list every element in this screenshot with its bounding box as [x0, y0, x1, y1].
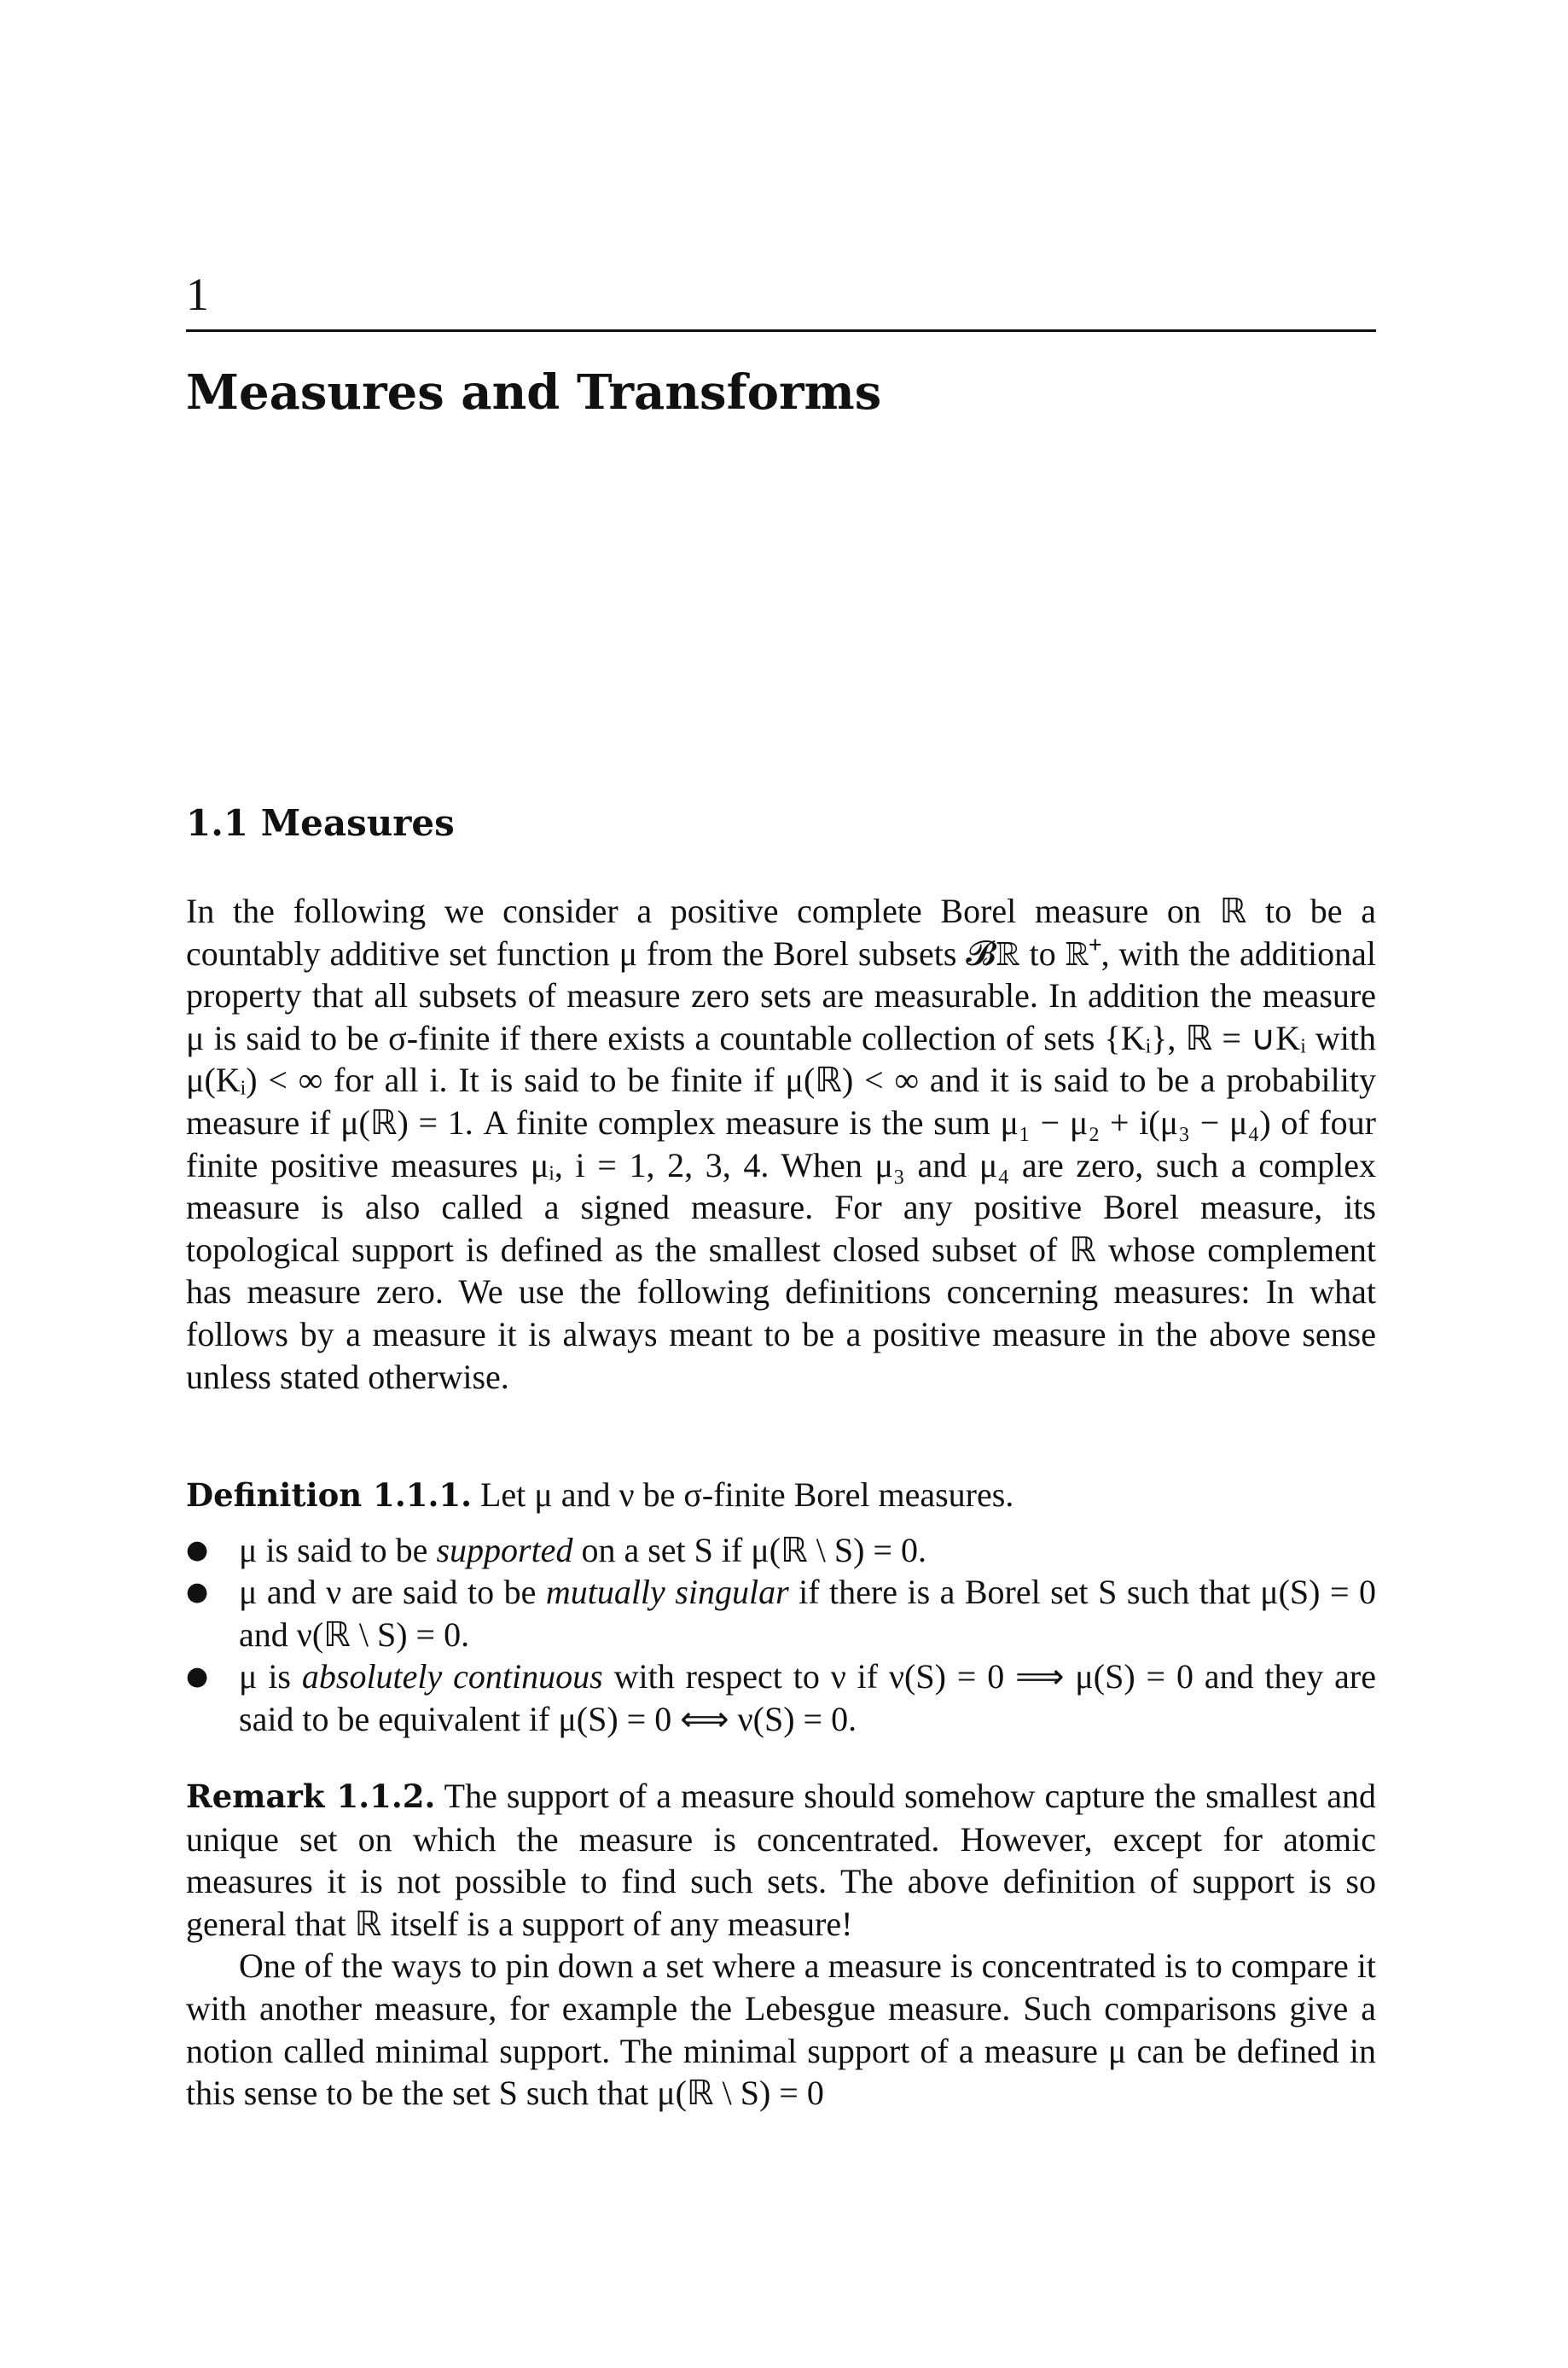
item-pre: μ and ν are said to be — [239, 1573, 546, 1612]
remark-block — [186, 1775, 1376, 2115]
chapter-number: 1 — [186, 269, 209, 320]
bullet-icon: ● — [186, 1577, 209, 1608]
bullet-icon: ● — [186, 1661, 209, 1692]
chapter-title: Measures and Transforms — [186, 364, 882, 421]
list-item — [186, 1655, 1376, 1740]
item-term: supported — [436, 1530, 573, 1569]
bullet-icon: ● — [186, 1534, 209, 1565]
intro-paragraph-text: In the following we consider a positive complete Borel measure on ℝ to be a countably additive set function μ from the Borel subsets 𝓑ℝ to ℝ⁺, with the additional property that all subsets of measure zero sets are measurable. In addition the measure μ is said to be σ-finite if there exists a countable collection of sets {Kᵢ}, ℝ = ∪Kᵢ with μ(Kᵢ) < ∞ for all i. It is said to be finite if μ(ℝ) < ∞ and it is said to be a probability measure if μ(ℝ) = 1. A finite complex measure is the sum μ₁ − μ₂ + i(μ₃ − μ₄) of four finite positive measures μᵢ, i = 1, 2, 3, 4. When μ₃ and μ₄ are zero, such a complex measure is also called a signed measure. For any positive Borel measure, its topological support is defined as the smallest closed subset of ℝ whose complement has measure zero. We use the following definitions concerning measures: In what follows by a measure it is always meant to be a positive measure in the above sense unless stated otherwise. — [186, 892, 1376, 1396]
definition-label: Definition 1.1.1. — [186, 1476, 472, 1514]
item-pre: μ is — [239, 1657, 302, 1696]
remark-text: The support of a measure should somehow capture the smallest and unique set on which the measure is concentrated. However, except for atomic measures it is not possible to find such sets. The above definition of support is so general that ℝ itself is a support of any measure! — [186, 1777, 1376, 1943]
item-post: if there is a Borel set S such that μ(S) = 0 and ν(ℝ \ S) = 0. — [239, 1573, 1376, 1654]
definition-list — [186, 1529, 1376, 1741]
section-title: 1.1 Measures — [186, 802, 455, 844]
list-item — [186, 1571, 1376, 1655]
item-pre: μ is said to be — [239, 1530, 437, 1569]
list-item — [186, 1529, 1376, 1572]
definition-heading — [186, 1474, 1376, 1517]
definition-block — [186, 1474, 1376, 1741]
remark-label: Remark 1.1.2. — [186, 1777, 436, 1815]
definition-intro: Let μ and ν be σ-finite Borel measures. — [479, 1475, 1014, 1514]
item-post: with respect to ν if ν(S) = 0 ⟹ μ(S) = 0 and they are said to be equivalent if μ(S) = 0 ⟺ ν(S) = 0. — [239, 1657, 1377, 1738]
intro-paragraph — [186, 890, 1376, 1398]
chapter-rule — [186, 329, 1376, 332]
remark-continuation: One of the ways to pin down a set where a measure is concentrated is to compare it with another measure, for example the Lebesgue measure. Such comparisons give a notion called minimal support. The minimal support of a measure μ can be defined in this sense to be the set S such that μ(ℝ \ S) = 0 — [186, 1946, 1376, 2113]
remark-paragraph — [186, 1775, 1376, 1945]
item-post: on a set S if μ(ℝ \ S) = 0. — [572, 1530, 926, 1569]
item-term: mutually singular — [545, 1573, 789, 1612]
item-term: absolutely continuous — [301, 1657, 603, 1696]
